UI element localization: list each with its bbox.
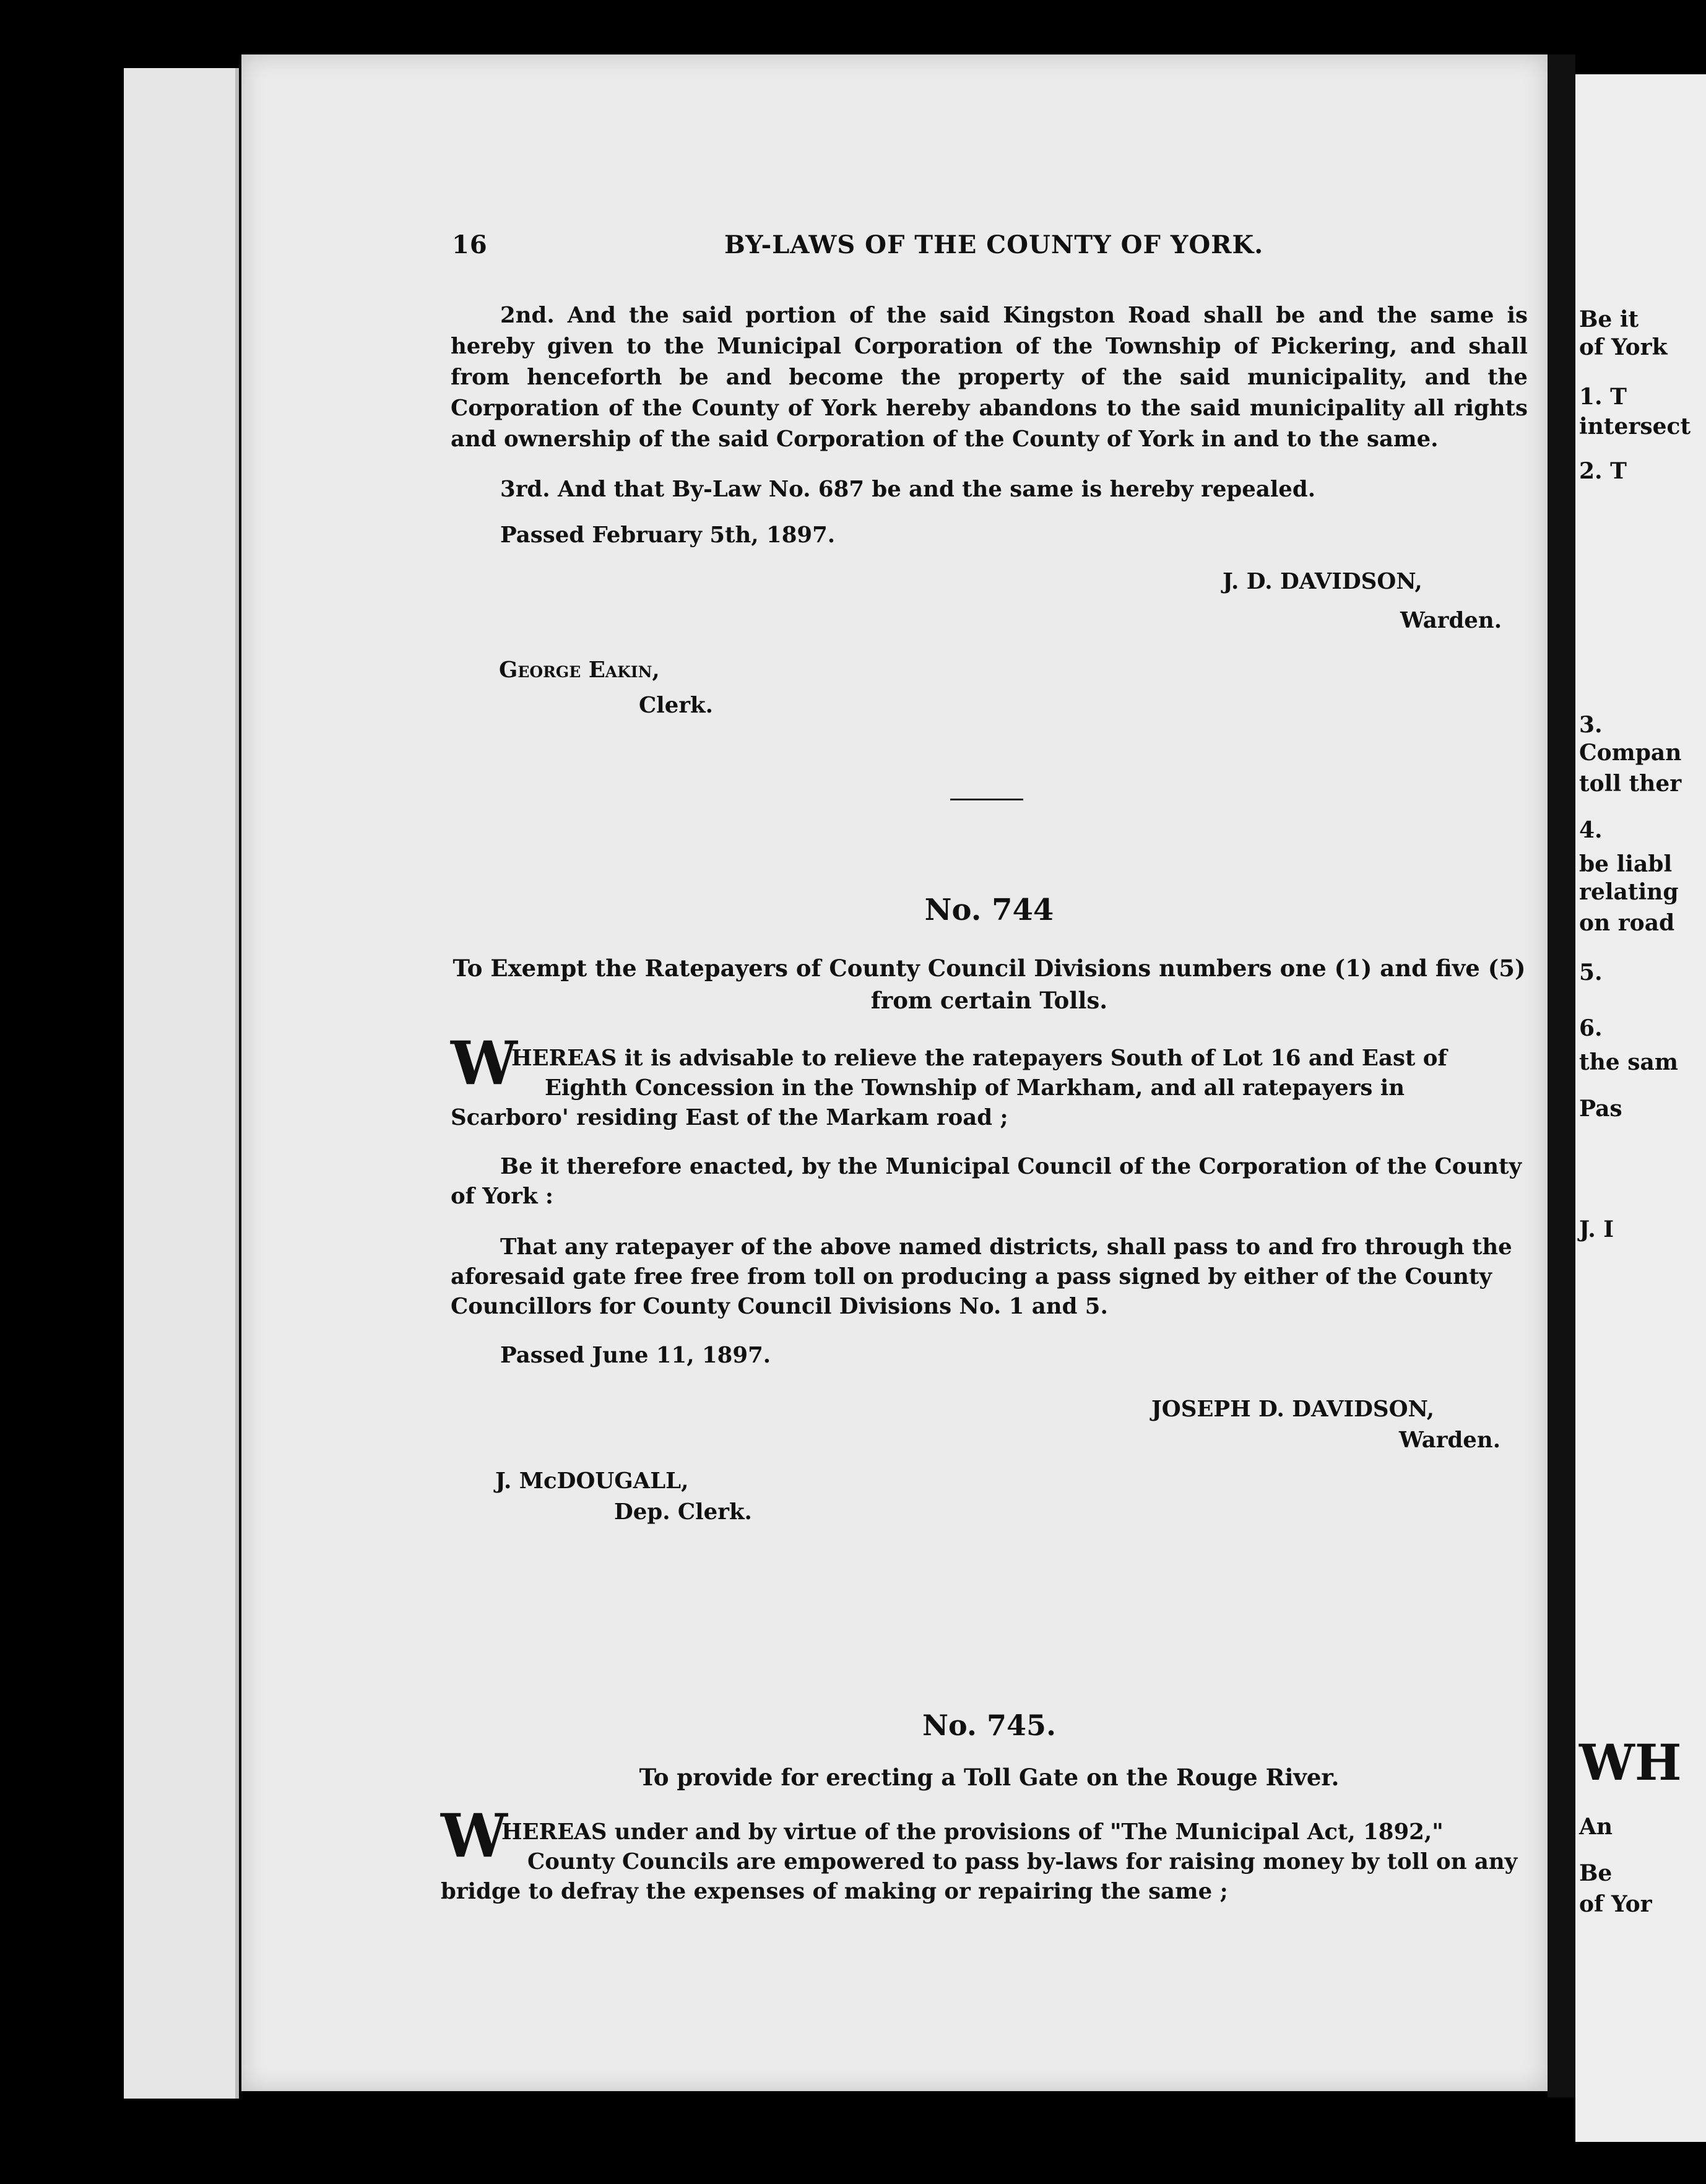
bylaw-body: That any ratepayer of the above named districts, shall pass to and fro through the xyxy=(500,1234,1512,1260)
warden-title: Warden. xyxy=(1399,1428,1501,1453)
dropcap-letter: W xyxy=(441,1801,508,1871)
facing-fragment: WH xyxy=(1579,1733,1682,1792)
facing-fragment: the sam xyxy=(1579,1049,1678,1075)
book-gutter xyxy=(1548,54,1575,2097)
enacting-clause: Be it therefore enacted, by the Municipal Council of the Corporation of the County xyxy=(500,1154,1522,1179)
running-head-title: BY-LAWS OF THE COUNTY OF YORK. xyxy=(724,230,1264,259)
facing-fragment: 2. T xyxy=(1579,458,1627,484)
whereas-line: County Councils are empowered to pass by-laws for raising money by toll on any xyxy=(527,1849,1518,1874)
warden-signature: J. D. DAVIDSON, xyxy=(1223,569,1422,594)
bylaw-body: Councillors for County Council Divisions No. 1 and 5. xyxy=(451,1294,1108,1319)
warden-signature: JOSEPH D. DAVIDSON, xyxy=(1151,1397,1435,1422)
section-2nd-paragraph: 2nd. And the said portion of the said Kingston Road shall be and the same is hereby given to the Municipal Corporation of the Township of Pickering, and shall from henceforth be and become the property of the said municipality, and the Corporation of the County of York hereby abandons to the said municipality all rights and ownership of the said Corporation of the County of York in and to the same. xyxy=(451,303,1528,452)
bylaw-body: aforesaid gate free free from toll on producing a pass signed by either of the County xyxy=(451,1264,1492,1289)
clerk-signature: J. McDOUGALL, xyxy=(495,1468,689,1494)
facing-fragment: 5. xyxy=(1579,960,1603,986)
bylaw-744-title-line2: from certain Tolls. xyxy=(870,987,1108,1014)
whereas-line: HEREAS it is advisable to relieve the ratepayers South of Lot 16 and East of xyxy=(511,1046,1447,1071)
enacting-clause: of York : xyxy=(451,1184,554,1209)
facing-fragment: intersect xyxy=(1579,414,1691,440)
facing-fragment: of Yor xyxy=(1579,1891,1652,1917)
facing-fragment: An xyxy=(1579,1814,1613,1840)
facing-fragment: J. I xyxy=(1579,1216,1614,1242)
facing-fragment: of York xyxy=(1579,334,1668,360)
passed-date: Passed June 11, 1897. xyxy=(500,1343,771,1368)
facing-fragment: toll ther xyxy=(1579,771,1682,797)
bylaw-745-title: To provide for erecting a Toll Gate on the Rouge River. xyxy=(639,1764,1340,1791)
bylaw-744-title-line1: To Exempt the Ratepayers of County Council Divisions numbers one (1) and five (5) xyxy=(452,955,1526,982)
passed-date: Passed February 5th, 1897. xyxy=(500,522,836,548)
facing-fragment: relating xyxy=(1579,879,1679,905)
facing-fragment: Be it xyxy=(1579,306,1639,332)
bylaw-744-number: No. 744 xyxy=(924,893,1054,927)
clerk-title: Dep. Clerk. xyxy=(614,1499,752,1525)
clerk-title: Clerk. xyxy=(639,693,713,718)
running-head xyxy=(452,230,1526,261)
section-3rd-paragraph: 3rd. And that By-Law No. 687 be and the same is hereby repealed. xyxy=(500,477,1316,502)
clerk-signature: George Eakin, xyxy=(499,657,660,683)
facing-fragment: 4. xyxy=(1579,817,1603,843)
section-divider xyxy=(950,799,1023,800)
warden-title: Warden. xyxy=(1400,608,1502,633)
facing-fragment: Pas xyxy=(1579,1096,1622,1122)
whereas-line: Scarboro' residing East of the Markam road ; xyxy=(451,1105,1008,1130)
facing-fragment: 3. xyxy=(1579,712,1603,738)
whereas-line: bridge to defray the expenses of making or repairing the same ; xyxy=(441,1879,1228,1904)
facing-fragment: 6. xyxy=(1579,1015,1603,1041)
page-number: 16 xyxy=(452,230,488,259)
facing-fragment: Be xyxy=(1579,1860,1613,1886)
facing-fragment: on road xyxy=(1579,910,1675,936)
whereas-line: Eighth Concession in the Township of Markham, and all ratepayers in xyxy=(545,1075,1405,1101)
facing-fragment: Compan xyxy=(1579,740,1682,766)
dropcap-letter: W xyxy=(451,1028,517,1098)
scan-book-edge xyxy=(124,68,239,2099)
whereas-line: HEREAS under and by virtue of the provisions of "The Municipal Act, 1892," xyxy=(501,1819,1444,1845)
facing-fragment: be liabl xyxy=(1579,851,1673,877)
bylaw-745-number: No. 745. xyxy=(922,1709,1056,1742)
facing-page-edge xyxy=(1575,74,1706,2142)
facing-fragment: 1. T xyxy=(1579,384,1627,410)
